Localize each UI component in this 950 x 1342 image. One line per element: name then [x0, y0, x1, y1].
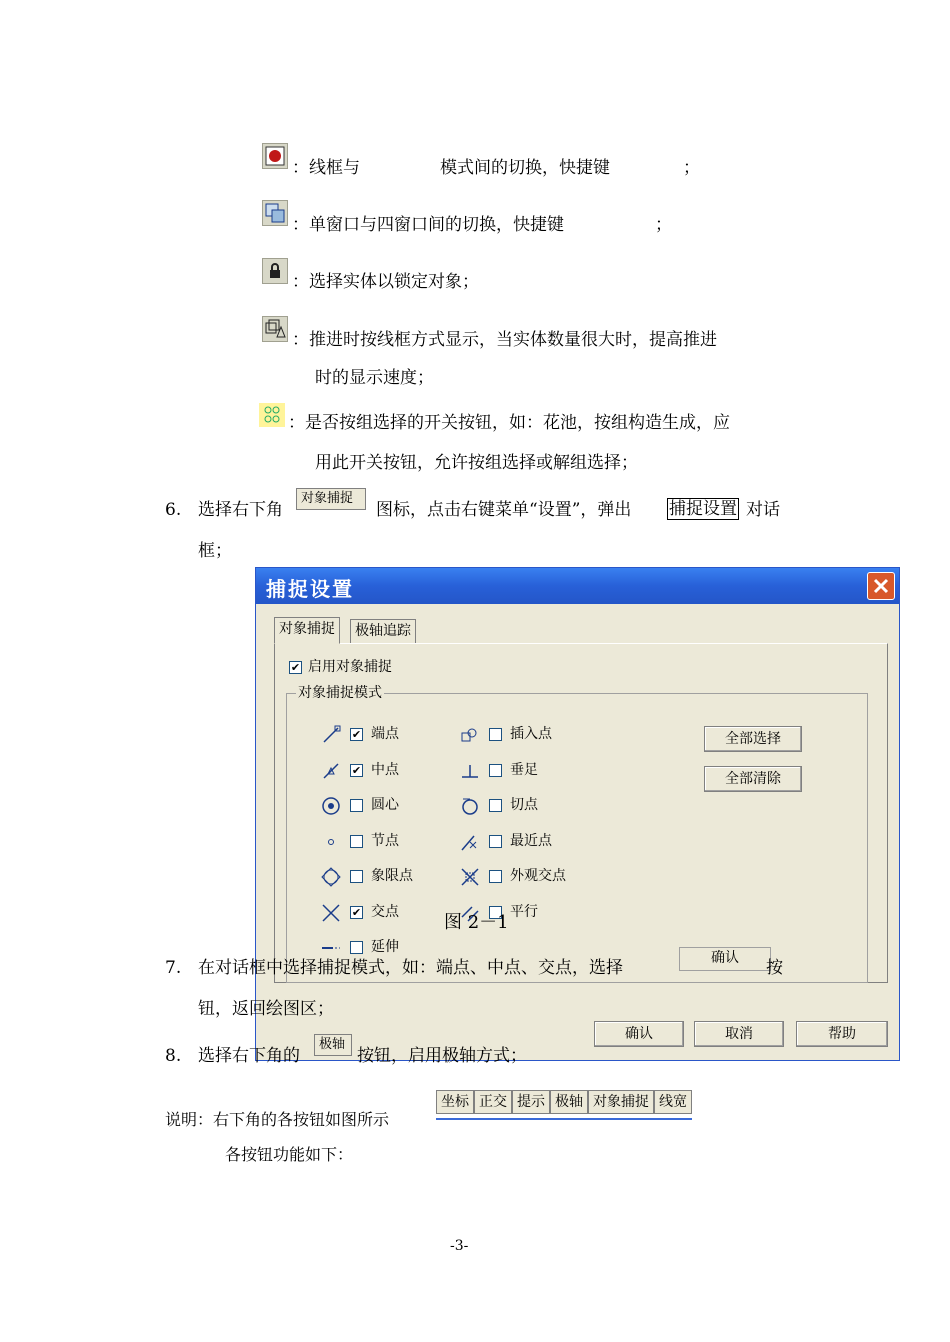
close-button[interactable] — [867, 572, 895, 600]
lock-icon — [262, 258, 288, 284]
snap-mode-right-label-1: 垂足 — [510, 761, 538, 778]
insertion-icon — [460, 725, 480, 745]
snap-mode-right-checkbox-2[interactable] — [489, 799, 502, 812]
nearest-icon — [460, 832, 480, 852]
step8-text-post: 按钮，启用极轴方式； — [357, 1046, 527, 1066]
item4-text-a: ：推进时按线框方式显示，当实体数量很大时，提高推进 — [292, 330, 717, 350]
figure-caption: 图 2－1 — [444, 912, 509, 933]
quadrant-icon — [321, 867, 341, 887]
status-bar-buttons — [436, 1090, 692, 1120]
snap-mode-left-label-3: 节点 — [371, 832, 399, 849]
snap-mode-right-label-5: 平行 — [510, 903, 538, 920]
snap-mode-right-checkbox-4[interactable] — [489, 870, 502, 883]
center-icon — [321, 796, 341, 816]
ok-button[interactable]: 确认 — [594, 1021, 684, 1047]
snap-mode-left-checkbox-0[interactable]: ✔ — [351, 728, 362, 741]
item1-text-a: ：线框与 — [292, 158, 360, 178]
group-select-icon — [259, 403, 285, 427]
step6-number: 6. — [165, 500, 182, 520]
item4-text-cont: 时的显示速度； — [315, 368, 434, 388]
intersection-icon — [321, 903, 341, 923]
note-text-cont: 各按钮功能如下： — [225, 1145, 354, 1164]
select-all-button[interactable]: 全部选择 — [704, 726, 802, 752]
snap-mode-left-label-0: 端点 — [371, 726, 399, 742]
step8-text-pre: 选择右下角的 — [198, 1046, 300, 1066]
snap-settings-label: 捕捉设置 — [669, 499, 737, 519]
snap-mode-right-checkbox-0[interactable] — [489, 728, 502, 741]
dialog-title-bar — [256, 568, 899, 604]
status-button-5[interactable]: 线宽 — [654, 1090, 692, 1114]
snap-mode-right-label-0: 插入点 — [510, 726, 552, 742]
snap-mode-right-label-4: 外观交点 — [510, 868, 566, 884]
window-switch-icon — [262, 200, 288, 226]
note-text-pre: 说明：右下角的各按钮如图所示 — [165, 1110, 390, 1129]
step6-text-mid: 图标，点击右键菜单“设置”，弹出 — [376, 500, 632, 520]
snap-mode-left-label-2: 圆心 — [371, 797, 399, 813]
snap-mode-right-checkbox-3[interactable] — [489, 835, 502, 848]
snap-mode-left-checkbox-1[interactable]: ✔ — [351, 763, 362, 777]
midpoint-icon — [321, 761, 341, 781]
step7-text-post: 按 — [766, 958, 783, 978]
item5-text-a: ：是否按组选择的开关按钮，如：花池，按组构造生成，应 — [288, 413, 730, 433]
snap-settings-dialog — [255, 567, 900, 1061]
status-button-4[interactable]: 对象捕捉 — [588, 1090, 654, 1114]
item2-text-c: ； — [655, 215, 672, 235]
snap-mode-left-label-5: 交点 — [371, 903, 399, 920]
step6-text-cont: 框； — [198, 541, 232, 561]
item2-text-a: ：单窗口与四窗口间的切换，快捷键 — [292, 215, 564, 235]
tangent-icon — [460, 796, 480, 816]
polar-button-inline[interactable]: 极轴 — [314, 1034, 352, 1056]
step6-text-pre: 选择右下角 — [198, 500, 283, 520]
clear-all-button[interactable]: 全部清除 — [704, 766, 802, 792]
snap-mode-left-label-4: 象限点 — [371, 868, 413, 884]
snap-mode-left-checkbox-6[interactable] — [350, 941, 363, 954]
snap-mode-left-checkbox-3[interactable] — [350, 835, 363, 848]
render-mode-icon — [262, 143, 288, 169]
apparent-intersection-icon — [460, 867, 480, 887]
status-button-1[interactable]: 正交 — [474, 1090, 512, 1114]
step7-number: 7. — [165, 958, 182, 978]
node-icon — [321, 832, 341, 852]
wireframe-push-icon — [262, 316, 288, 342]
snap-status-button[interactable]: 对象捕捉 — [296, 488, 366, 510]
step6-text-post: 对话 — [746, 500, 780, 520]
item1-text-b: 模式间的切换，快捷键 — [440, 158, 610, 178]
extension-icon — [321, 938, 341, 958]
cancel-button[interactable]: 取消 — [694, 1021, 784, 1047]
step8-number: 8. — [165, 1046, 182, 1066]
item3-text-a: ：选择实体以锁定对象； — [292, 272, 479, 292]
snap-mode-left-label-1: 中点 — [371, 761, 399, 778]
item5-text-cont: 用此开关按钮，允许按组选择或解组选择； — [315, 453, 638, 473]
perpendicular-icon — [460, 761, 480, 781]
tab-object-snap[interactable]: 对象捕捉 — [274, 617, 340, 644]
page-number: -3- — [450, 1238, 469, 1254]
snap-mode-left-label-6: 延伸 — [371, 939, 399, 955]
snap-mode-right-label-2: 切点 — [510, 797, 538, 813]
status-button-2[interactable]: 提示 — [512, 1090, 550, 1114]
help-button[interactable]: 帮助 — [796, 1021, 888, 1047]
snap-mode-left-checkbox-5[interactable]: ✔ — [351, 905, 362, 919]
snap-mode-right-label-3: 最近点 — [510, 832, 552, 849]
snap-mode-right-checkbox-1[interactable] — [489, 764, 502, 777]
confirm-button-inline[interactable]: 确认 — [679, 947, 771, 971]
dialog-title: 捕捉设置 — [266, 577, 354, 601]
enable-snap-label: 启用对象捕捉 — [308, 659, 392, 675]
endpoint-icon — [321, 725, 341, 745]
status-button-3[interactable]: 极轴 — [550, 1090, 588, 1114]
status-button-0[interactable]: 坐标 — [436, 1090, 474, 1114]
enable-snap-checkbox[interactable]: ✔ — [290, 661, 301, 674]
step7-text-cont: 钮，返回绘图区； — [198, 999, 334, 1019]
step7-text-pre: 在对话框中选择捕捉模式，如：端点、中点、交点，选择 — [198, 958, 623, 978]
snap-mode-group-label: 对象捕捉模式 — [298, 685, 382, 701]
item1-text-c: ； — [683, 158, 700, 178]
snap-mode-left-checkbox-4[interactable] — [350, 870, 363, 883]
tab-polar-tracking[interactable]: 极轴追踪 — [350, 619, 416, 643]
close-icon — [868, 573, 894, 599]
snap-mode-left-checkbox-2[interactable] — [350, 799, 363, 812]
